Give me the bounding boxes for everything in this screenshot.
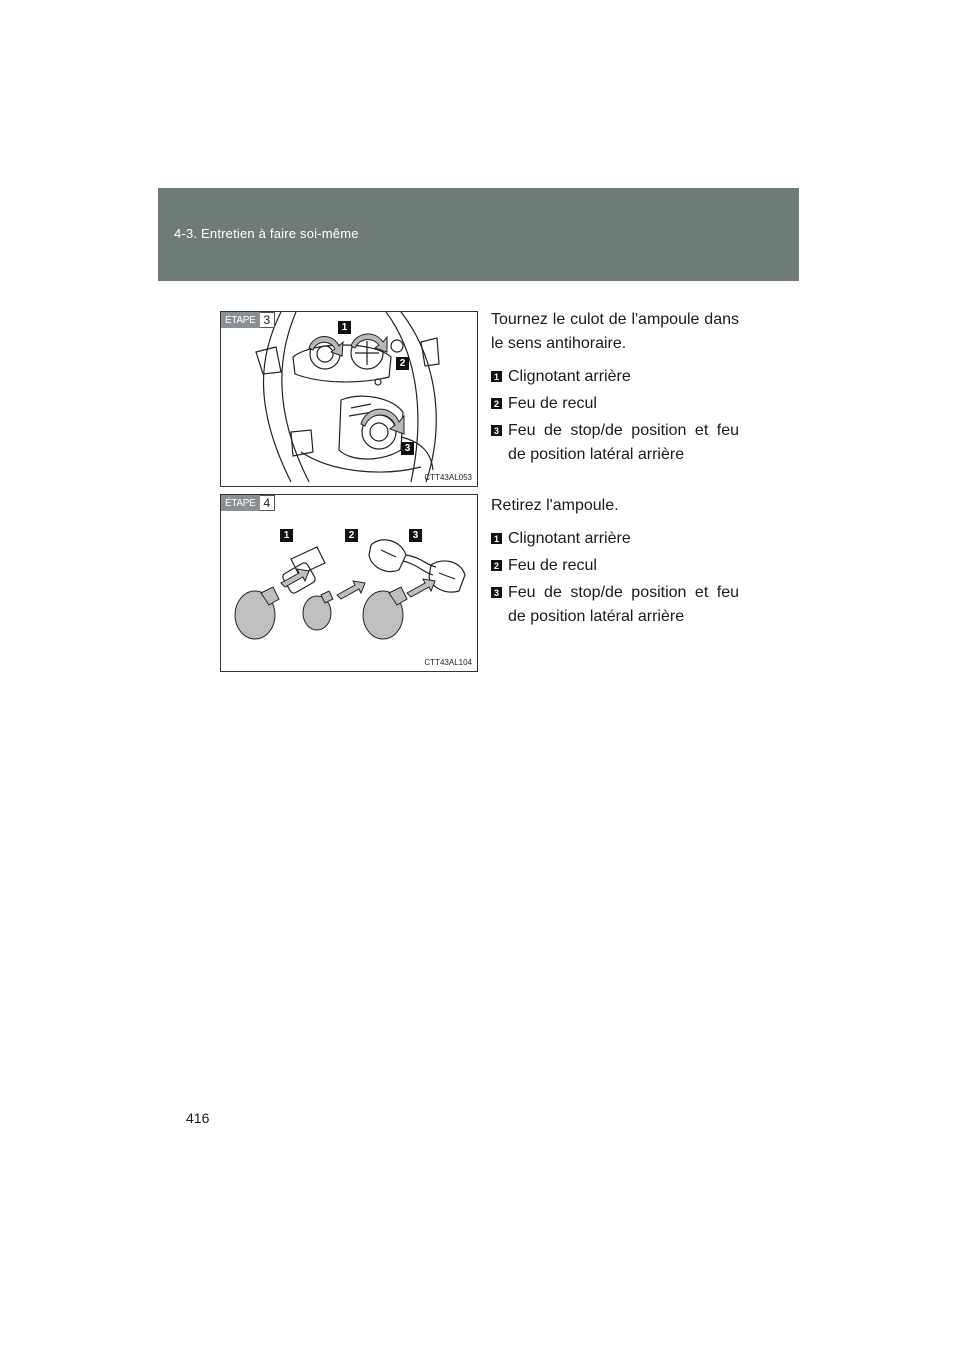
list-item: 3 Feu de stop/de position et feu de position latéral arrière — [491, 419, 739, 467]
page-number: 416 — [186, 1110, 210, 1126]
step-badge: ÉTAPE 3 — [221, 312, 275, 328]
step-3-text — [491, 308, 739, 467]
step-4-instruction: Retirez l'ampoule. — [491, 497, 619, 514]
list-item: 2 Feu de recul — [491, 392, 739, 416]
number-badge: 3 — [491, 425, 502, 436]
callout-3: 3 — [401, 442, 414, 455]
section-title: 4-3. Entretien à faire soi-même — [174, 226, 359, 241]
number-badge: 2 — [491, 560, 502, 571]
callout-1: 1 — [338, 321, 351, 334]
step-badge: ÉTAPE 4 — [221, 495, 275, 511]
bulb-removal-illustration — [221, 495, 477, 671]
step-3-instruction: Tournez le culot de l'ampoule dans le sens antihoraire. — [491, 311, 739, 352]
tail-lamp-socket-illustration — [221, 312, 477, 486]
figure-step-3 — [220, 311, 478, 487]
number-badge: 1 — [491, 371, 502, 382]
callout-2: 2 — [396, 357, 409, 370]
callout-2: 2 — [345, 529, 358, 542]
figure-code: CTT43AL104 — [424, 658, 472, 667]
number-badge: 1 — [491, 533, 502, 544]
figure-code: CTT43AL053 — [424, 473, 472, 482]
list-item: 1 Clignotant arrière — [491, 365, 739, 389]
list-item: 2 Feu de recul — [491, 554, 739, 578]
callout-1: 1 — [280, 529, 293, 542]
figure-step-4 — [220, 494, 478, 672]
list-item: 3 Feu de stop/de position et feu de position latéral arrière — [491, 581, 739, 629]
callout-3: 3 — [409, 529, 422, 542]
step-4-text — [491, 494, 739, 629]
list-item: 1 Clignotant arrière — [491, 527, 739, 551]
number-badge: 2 — [491, 398, 502, 409]
number-badge: 3 — [491, 587, 502, 598]
